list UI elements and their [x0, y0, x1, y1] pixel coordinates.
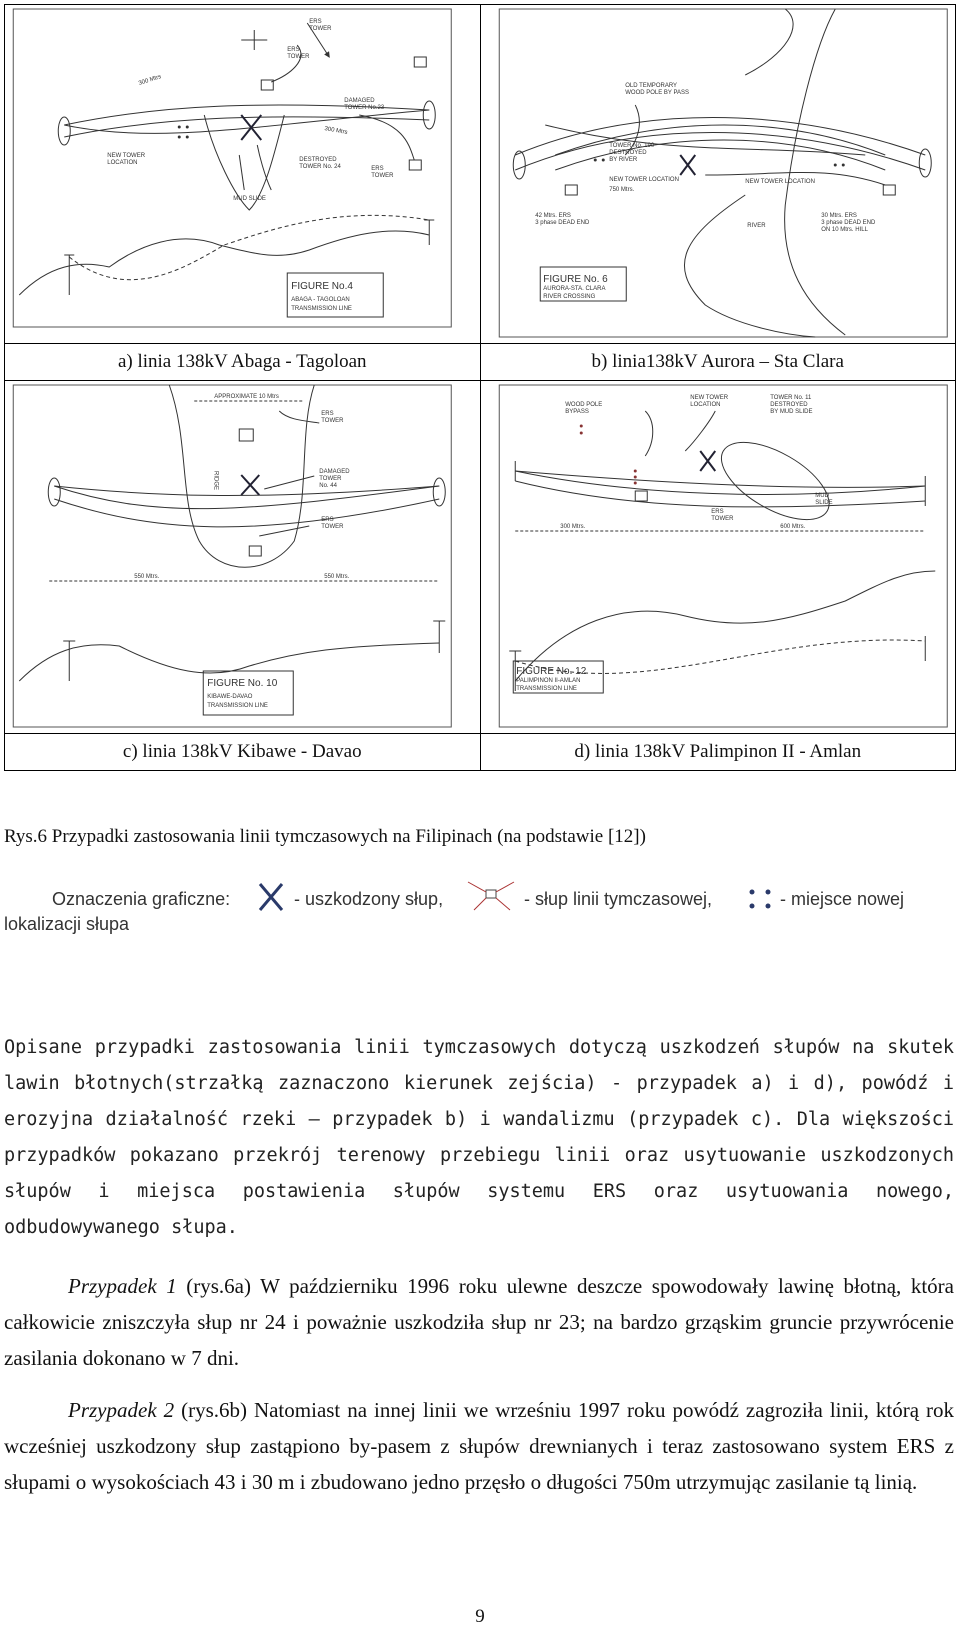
label: 300 Mtrs — [323, 126, 348, 137]
label: NEW TOWER LOCATION — [608, 177, 679, 183]
case-2 — [4, 1392, 954, 1500]
figure-c — [5, 381, 481, 734]
label: WOOD POLE — [564, 402, 602, 408]
figure-a-sub1: ABAGA - TAGOLOAN — [291, 297, 350, 303]
label: MUD — [814, 493, 829, 499]
figure-a-drawing — [5, 5, 480, 343]
case-1-label: Przypadek 1 — [68, 1274, 177, 1298]
legend-temporary: - słup linii tymczasowej, — [524, 889, 713, 909]
figure-d-title: FIGURE No. 12 — [515, 666, 586, 677]
legend-newloc-cont: lokalizacji słupa — [4, 914, 130, 934]
label: TOWER — [309, 26, 332, 32]
figure-c-caption: c) linia 138kV Kibawe - Davao — [5, 734, 481, 771]
case-2-text: (rys.6b) Natomiast na innej linii we wrześniu 1997 roku powódź zagroziła linii, którą rok wcześniej uszkodzony słup zastąpiono by-pasem z słupów drewnianych i teraz zastosowano system ERS z słupami o wysokościach 43 i 30 m i zbudowano jedno przęsło o długości 750m utrzymując zasilanie tą linią. — [4, 1398, 954, 1494]
label: DESTROYED — [299, 157, 337, 163]
damaged-tower-icon — [254, 880, 288, 914]
label: ERS — [309, 19, 322, 25]
label: TOWER — [319, 476, 342, 482]
label: 300 Mtrs — [138, 73, 163, 87]
label: DESTROYED — [608, 150, 647, 156]
legend-newloc: - miejsce nowej — [780, 889, 905, 909]
label: TOWER — [287, 54, 310, 60]
figure-a-sub2: TRANSMISSION LINE — [291, 306, 352, 312]
figure-b-drawing — [481, 5, 956, 343]
figure-c-sub2: TRANSMISSION LINE — [207, 703, 268, 709]
label: RIDGE — [212, 471, 219, 491]
figure-b-caption: b) linia138kV Aurora – Sta Clara — [480, 344, 956, 381]
label: LOCATION — [689, 402, 720, 408]
label: DAMAGED — [319, 469, 350, 475]
label: 550 Mtrs. — [134, 574, 160, 580]
body-paragraph — [4, 1030, 954, 1246]
label: NEW TOWER — [107, 153, 146, 159]
label: ON 10 Mtrs. HILL — [820, 227, 868, 233]
label: LOCATION — [107, 160, 138, 166]
label: WOOD POLE BY PASS — [624, 90, 689, 96]
label: TOWER — [321, 418, 344, 424]
figure-caption: Rys.6 Przypadki zastosowania linii tymczasowych na Filipinach (na podstawie [12]) — [4, 826, 646, 847]
label: TOWER No. 190 — [608, 143, 654, 149]
label: BY MUD SLIDE — [769, 409, 812, 415]
label: TOWER No. 11 — [769, 395, 811, 401]
label: RIVER — [746, 223, 766, 229]
label: ERS — [710, 509, 724, 515]
label: 30 Mtrs. ERS — [820, 213, 857, 219]
label: NEW TOWER LOCATION — [744, 179, 815, 185]
label: 42 Mtrs. ERS — [534, 213, 571, 219]
figure-b-sub2: RIVER CROSSING — [542, 294, 595, 300]
figure-d-sub1: PALIMPINON II-AMLAN — [515, 678, 580, 684]
case-1-text: (rys.6a) W październiku 1996 roku ulewne deszcze spowodowały lawinę błotną, która całkowicie zniszczyła słup nr 24 i poważnie uszkodziła słup nr 23; na bardzo grząskim gruncie przywrócenie zasilania dokonano w 7 dni. — [4, 1274, 954, 1370]
label: 3 phase DEAD END — [534, 220, 589, 226]
label: TOWER No.23 — [344, 105, 385, 111]
figure-b-title: FIGURE No. 6 — [542, 274, 608, 285]
label: DAMAGED — [344, 98, 375, 104]
figure-d-drawing — [481, 381, 956, 733]
case-2-label: Przypadek 2 — [68, 1398, 175, 1422]
label: TOWER No. 24 — [299, 164, 341, 170]
label: No. 44 — [319, 483, 337, 489]
label: MUD SLIDE — [233, 196, 266, 202]
figure-b-sub1: AURORA-STA. CLARA — [542, 286, 605, 292]
case-1 — [4, 1268, 954, 1376]
figure-c-drawing — [5, 381, 480, 733]
figure-c-title: FIGURE No. 10 — [207, 678, 278, 689]
label: DESTROYED — [769, 402, 808, 408]
new-location-icon — [742, 884, 778, 912]
figure-d-caption: d) linia 138kV Palimpinon II - Amlan — [480, 734, 956, 771]
label: 750 Mtrs. — [608, 187, 634, 193]
paragraph-1: Opisane przypadki zastosowania linii tymczasowych dotyczą uszkodzeń słupów na skutek lawin błotnych(strzałką zaznaczono kierunek zejścia) - przypadek a) i d), powódź i erozyjna działalność rzeki – przypadek b) i wandalizmu (przypadek c). Dla większości przypadków pokazano przekrój terenowy przebiegu linii oraz usytuowanie uszkodzonych słupów i miejsca postawienia słupów systemu ERS oraz usytuowania nowego, odbudowywanego słupa. — [4, 1037, 954, 1238]
label: ERS — [321, 411, 334, 417]
label: 3 phase DEAD END — [820, 220, 875, 226]
label: TOWER — [710, 516, 733, 522]
label: SLIDE — [814, 500, 833, 506]
label: 600 Mtrs. — [779, 524, 805, 530]
label: 300 Mtrs. — [559, 524, 585, 530]
figure-table — [4, 4, 956, 771]
label: ERS — [321, 517, 334, 523]
legend — [4, 880, 954, 935]
figure-a-title: FIGURE No.4 — [291, 281, 353, 292]
label: NEW TOWER — [689, 395, 728, 401]
label: BYPASS — [564, 409, 589, 415]
temporary-tower-icon — [464, 880, 520, 914]
figure-d — [480, 381, 956, 734]
figure-grid — [4, 4, 956, 771]
legend-intro: Oznaczenia graficzne: — [52, 889, 231, 909]
label: BY RIVER — [608, 157, 637, 163]
figure-c-sub1: KIBAWE-DAVAO — [207, 694, 253, 700]
label: 550 Mtrs. — [324, 574, 350, 580]
figure-b — [480, 5, 956, 344]
figure-a-caption: a) linia 138kV Abaga - Tagoloan — [5, 344, 481, 381]
page-number: 9 — [475, 1606, 485, 1627]
label: APPROXIMATE 10 Mtrs — [214, 394, 279, 400]
label: ERS — [371, 166, 384, 172]
label: TOWER — [371, 173, 394, 179]
legend-damaged: - uszkodzony słup, — [294, 889, 444, 909]
label: OLD TEMPORARY — [624, 83, 677, 89]
figure-d-sub2: TRANSMISSION LINE — [515, 686, 577, 692]
label: ERS — [287, 47, 300, 53]
label: TOWER — [321, 524, 344, 530]
figure-a — [5, 5, 481, 344]
